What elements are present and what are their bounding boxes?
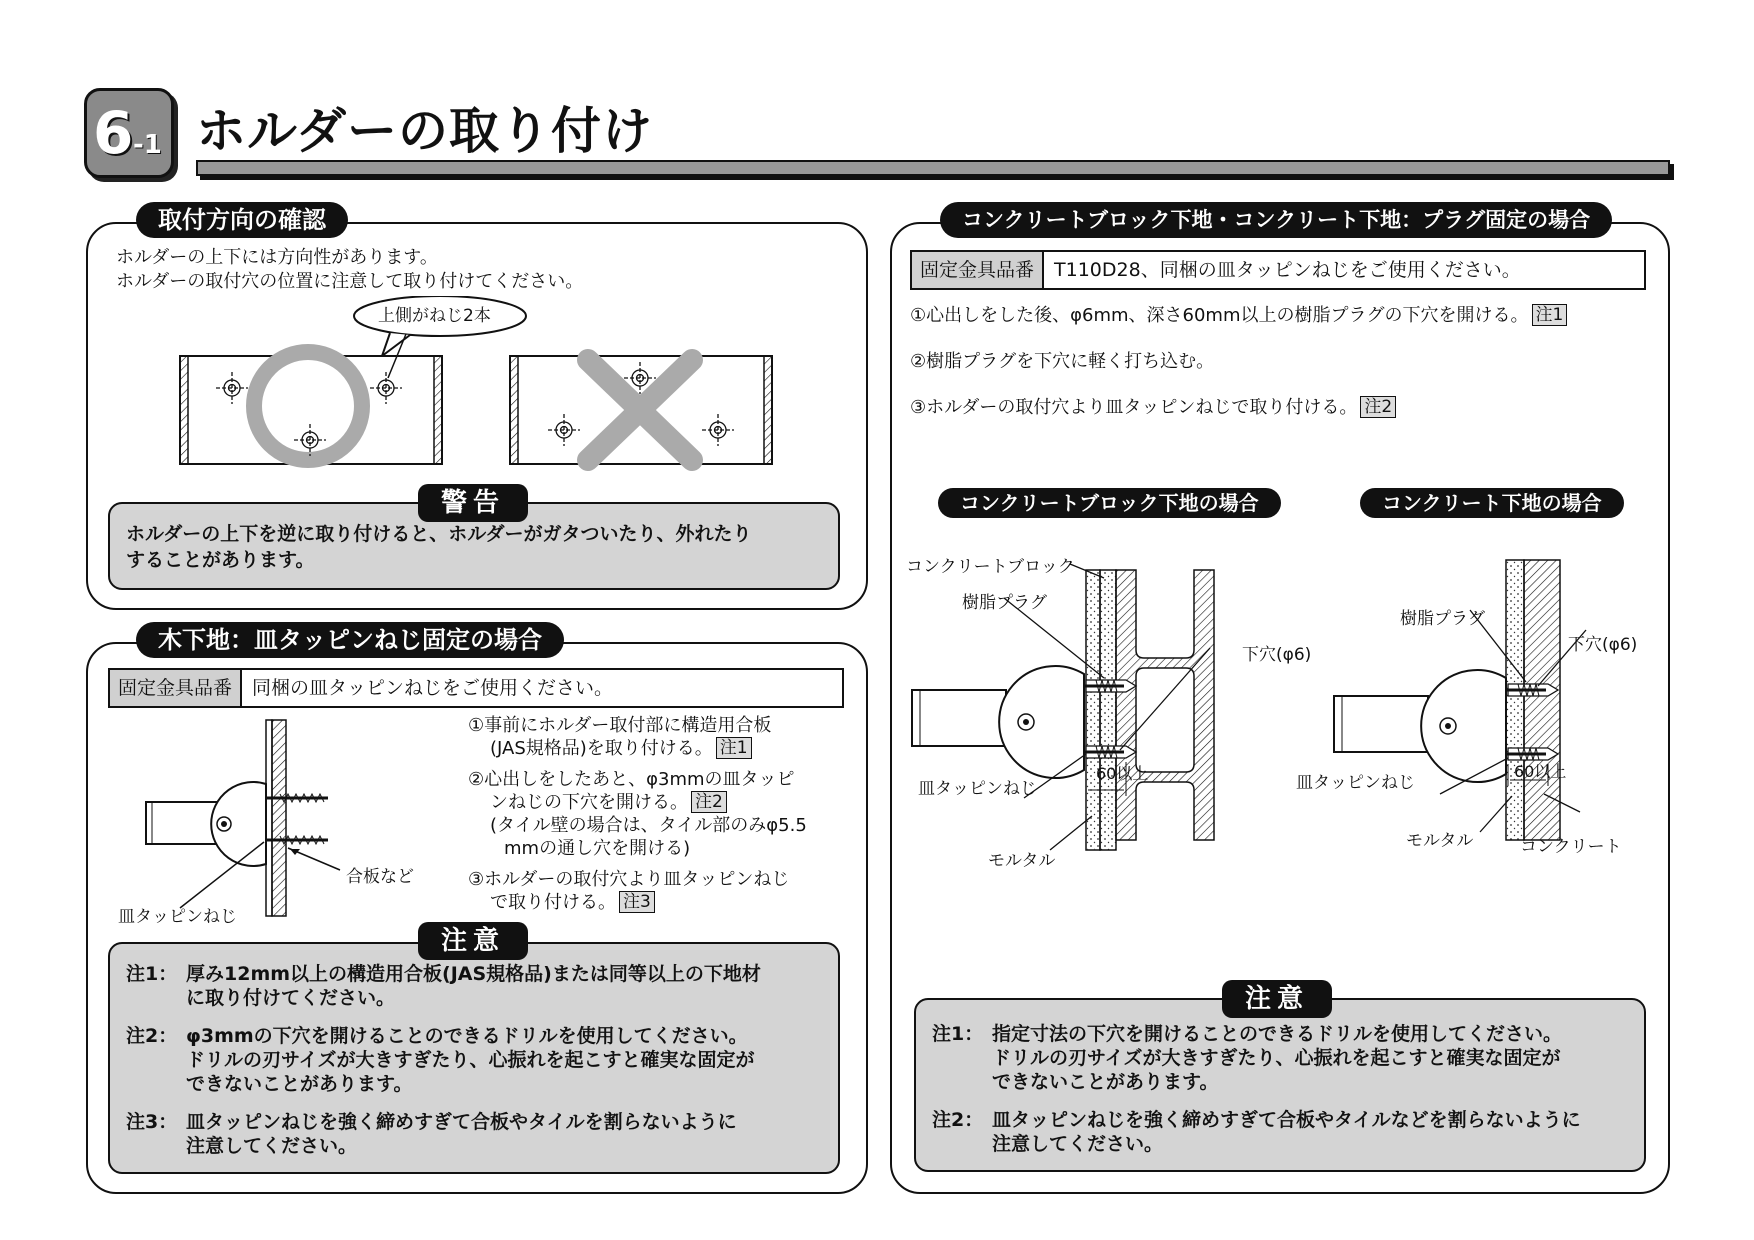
wood-spec-value: 同梱の皿タッピンねじをご使用ください。 xyxy=(252,677,614,699)
concrete-step-1: ①心出しをした後、φ6mm、深さ60mm以上の樹脂プラグの下穴を開ける。 注1 xyxy=(910,304,1567,327)
wood-spec-row xyxy=(108,668,844,708)
warning-tag: 警告 xyxy=(418,484,528,522)
concrete-label-plug: 樹脂プラグ xyxy=(1400,609,1485,629)
concrete-label-mortar: モルタル xyxy=(1406,831,1474,851)
title-underline xyxy=(196,160,1670,176)
concrete-label-screw: 皿タッピンねじ xyxy=(1296,773,1415,793)
concrete-heading: コンクリートブロック下地・コンクリート下地：プラグ固定の場合 xyxy=(940,202,1612,238)
orientation-callout: 上側がねじ2本 xyxy=(378,306,491,326)
wood-caution-tag: 注意 xyxy=(418,922,528,960)
concrete-note-ref-2[interactable]: 注2 xyxy=(1360,396,1396,418)
concrete-note-ref-1[interactable]: 注1 xyxy=(1532,304,1568,326)
section-number: 6 xyxy=(93,99,134,167)
concrete-label-dim: 60以上 xyxy=(1514,762,1567,781)
block-label-screw: 皿タッピンねじ xyxy=(918,779,1037,799)
block-label-dim: 60以上 xyxy=(1096,764,1149,783)
block-diagram xyxy=(900,550,1260,870)
wood-step-1: ①事前にホルダー取付部に構造用合板 (JAS規格品)を取り付ける。 注1 xyxy=(468,715,772,759)
note-ref-1[interactable]: 注1 xyxy=(716,737,752,759)
concrete-spec-key: 固定金具品番 xyxy=(912,252,1044,288)
page-title: ホルダーの取り付け xyxy=(196,102,653,160)
concrete-caution-tag: 注意 xyxy=(1222,980,1332,1018)
wood-heading: 木下地：皿タッピンねじ固定の場合 xyxy=(136,622,564,658)
section-number-badge xyxy=(84,88,174,178)
wood-label-screw: 皿タッピンねじ xyxy=(118,907,237,927)
wood-step-2: ②心出しをしたあと、φ3mmの皿タッピ ンねじの下穴を開ける。 注2 (タイル壁の場合は、タイル部のみφ5.5 mmの通し穴を開ける) xyxy=(468,769,807,859)
orientation-heading: 取付方向の確認 xyxy=(136,202,348,238)
wood-label-plywood: 合板など xyxy=(346,867,414,887)
wood-step-3: ③ホルダーの取付穴より皿タッピンねじ で取り付ける。 注3 xyxy=(468,869,790,913)
wood-spec-key: 固定金具品番 xyxy=(110,670,242,706)
block-label-mortar: モルタル xyxy=(988,851,1056,871)
warning-line-2: することがあります。 xyxy=(126,549,315,571)
concrete-step-2: ②樹脂プラグを下穴に軽く打ち込む。 xyxy=(910,351,1215,372)
block-label-hole: 下穴(φ6) xyxy=(1242,645,1312,665)
block-case-title: コンクリートブロック下地の場合 xyxy=(938,488,1281,518)
concrete-spec-value: T110D28、同梱の皿タッピンねじをご使用ください。 xyxy=(1054,259,1521,281)
concrete-step-3: ③ホルダーの取付穴より皿タッピンねじで取り付ける。 注2 xyxy=(910,396,1396,419)
concrete-diagram xyxy=(1320,550,1660,850)
note-ref-2[interactable]: 注2 xyxy=(691,791,727,813)
concrete-spec-row xyxy=(910,250,1646,290)
orientation-intro-2: ホルダーの取付穴の位置に注意して取り付けてください。 xyxy=(116,271,584,292)
block-label-plug: 樹脂プラグ xyxy=(962,593,1047,613)
orientation-intro-1: ホルダーの上下には方向性があります。 xyxy=(116,247,438,268)
note-ref-3[interactable]: 注3 xyxy=(619,891,655,913)
warning-line-1: ホルダーの上下を逆に取り付けると、ホルダーがガタついたり、外れたり xyxy=(126,523,752,545)
concrete-case-title: コンクリート下地の場合 xyxy=(1360,488,1624,518)
concrete-label-hole: 下穴(φ6) xyxy=(1568,635,1638,655)
section-subnumber: -1 xyxy=(133,130,162,160)
concrete-label-concrete: コンクリート xyxy=(1520,837,1622,857)
block-label-block: コンクリートブロック xyxy=(906,557,1075,577)
